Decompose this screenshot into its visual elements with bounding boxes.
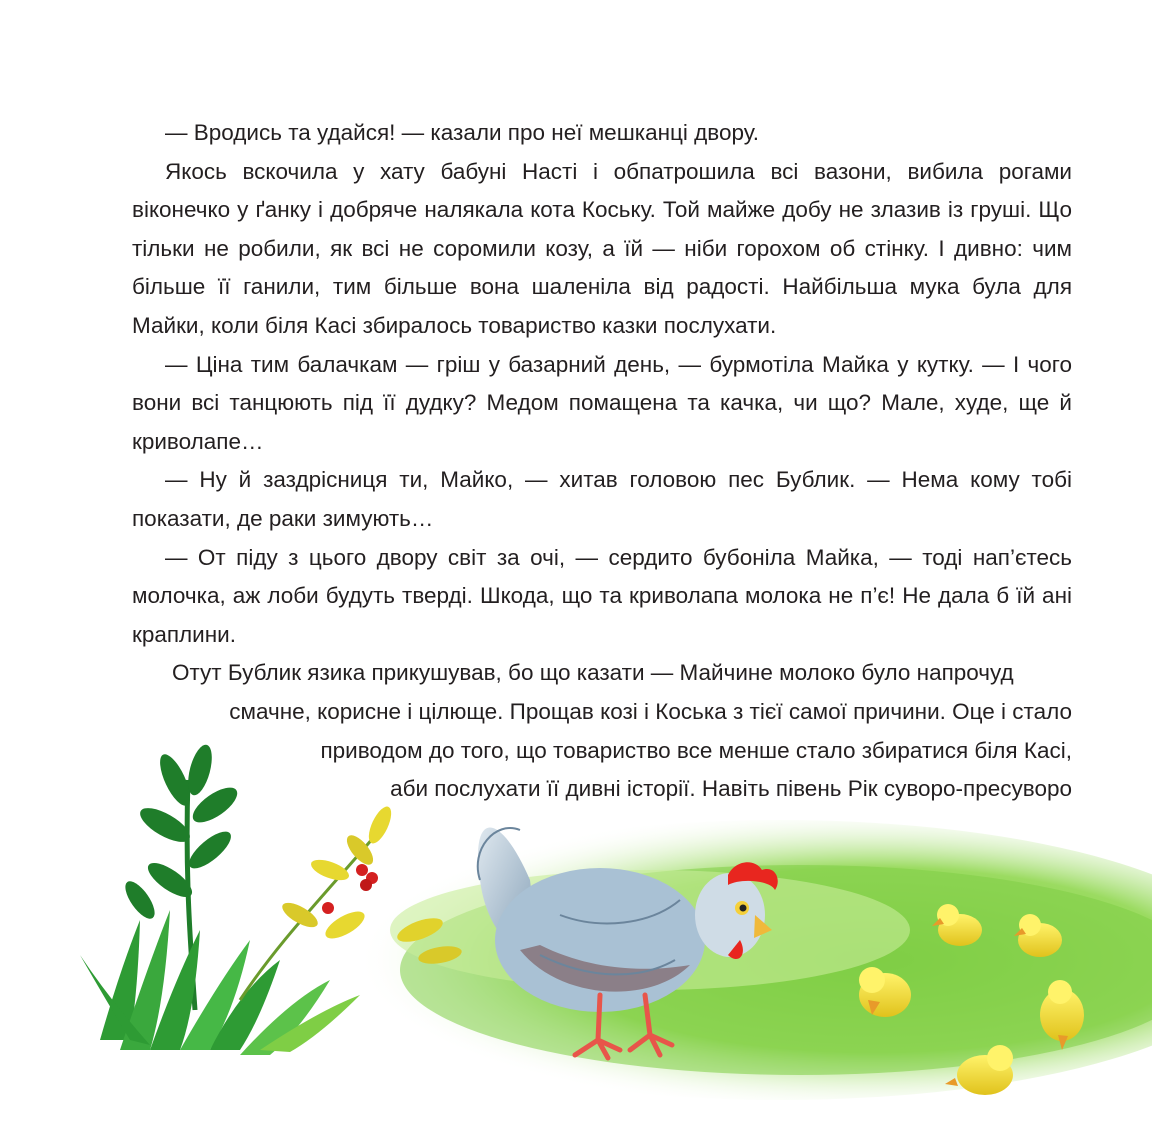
closing-line-1: Отут Бублик язика прикушував, бо що казати — Майчине молоко було напрочуд <box>172 660 1014 686</box>
paragraph-1: — Вродись та удайся! — казали про неї мешканці двору. <box>165 120 760 145</box>
paragraph-3: — Ціна тим балачкам — гріш у базарний день, — бурмотіла Майка у кутку. — І чого вони всі танцюють під її дудку? Медом помащена та качка, чи що? Мале, худе, ще й криволапе… <box>132 351 1072 454</box>
hen-with-chicks-illustration <box>0 740 1152 1137</box>
closing-line-2: смачне, корисне і цілюще. Прощав козі і Коська з тієї самої причини. Оце і стало <box>229 698 1072 724</box>
closing-line-4: аби послухати її дивні історії. Навіть півень Рік суворо-пресуворо <box>390 776 1072 802</box>
tall-plant <box>120 742 243 1010</box>
paragraph-2: Якось вскочила у хату бабуні Насті і обпатрошила всі вазони, вибила рогами віконечко у ґанку і добряче налякала кота Коську. Той майже добу не злазив із груші. Що тільки не робили, як всі не соромили козу, а їй — ніби горохом об стінку. І дивно: чим більше її ганили, тим більше вона шаленіла від радості. Найбільша мука була для Майки, коли біля Касі збиралось товариство казки послухати. <box>132 158 1072 338</box>
story-text <box>132 114 1072 809</box>
paragraph-4: — Ну й заздрісниця ти, Майко, — хитав головою пес Бублик. — Нема кому тобі показати, де раки зимують… <box>132 467 1072 531</box>
paragraph-5: — От піду з цього двору світ за очі, — сердито бубоніла Майка, — тоді нап’єтесь молочка, аж лоби будуть тверді. Шкода, що та криволапа молока не п’є! Не дала б їй ані краплини. <box>132 544 1072 647</box>
closing-line-3: приводом до того, що товариство все менше стало збиратися біля Касі, <box>320 737 1072 763</box>
